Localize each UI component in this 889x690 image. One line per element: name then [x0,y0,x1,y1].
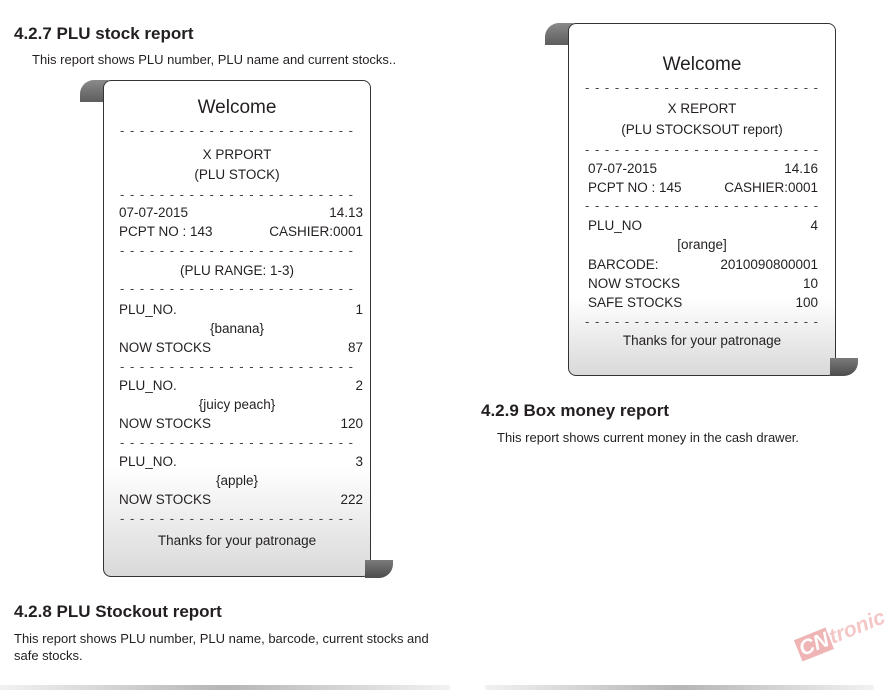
receipt-divider: - - - - - - - - - - - - - - - - - - - - - - - - [120,359,354,374]
plu-number: 2 [355,378,363,393]
receipt-cashier: CASHIER:0001 [724,180,818,195]
receipt-divider: - - - - - - - - - - - - - - - - - - - - - - - - [120,511,354,526]
receipt-safe-stock-row [569,295,835,310]
receipt-plu-row [104,302,370,317]
receipt-pcpt: PCPT NO : 143 [119,224,213,239]
receipt-pcpt: PCPT NO : 145 [588,180,682,195]
logo-prefix: CN [795,628,833,661]
plu-name: {apple} [215,473,259,488]
receipt-id-row [569,180,835,195]
receipt-stock-row [104,416,370,431]
safe-stock-label: SAFE STOCKS [588,295,683,310]
section-427-text: This report shows PLU number, PLU name and current stocks.. [32,52,397,67]
paper-roll-bottom-icon [365,560,393,578]
receipt-thanks: Thanks for your patronage [157,533,317,548]
plu-label: PLU_NO. [119,454,177,469]
plu-label: PLU_NO. [119,378,177,393]
plu-label: PLU_NO. [119,302,177,317]
plu-name: {juicy peach} [198,397,276,412]
stock-label: NOW STOCKS [588,276,681,291]
stock-label: NOW STOCKS [119,340,212,355]
receipt-plu-row [104,454,370,469]
stock-value: 222 [340,492,363,507]
plu-label: PLU_NO [588,218,643,233]
receipt-divider: - - - - - - - - - - - - - - - - - - - - - - - - [120,243,354,258]
receipt-divider: - - - - - - - - - - - - - - - - - - - - - - - - [585,142,819,157]
plu-name: {banana} [209,321,265,336]
receipt-plu-stock [103,80,371,577]
section-427-title: 4.2.7 PLU stock report [14,24,194,43]
section-429-text: This report shows current money in the cash drawer. [497,430,800,445]
receipt-thanks: Thanks for your patronage [622,333,782,348]
receipt-report-title: X REPORT [667,101,737,116]
receipt-date: 07-07-2015 [588,161,658,176]
footer-bar-right [485,685,874,690]
receipt-divider: - - - - - - - - - - - - - - - - - - - - - - - - [120,123,354,138]
receipt-report-subtitle: (PLU STOCK) [194,167,280,182]
receipt-now-stock-row [569,276,835,291]
receipt-barcode-row [569,257,835,272]
receipt-report-subtitle: (PLU STOCKSOUT report) [621,122,783,137]
plu-number: 4 [810,218,818,233]
plu-name: [orange] [677,237,727,252]
receipt-plu-stockout [568,23,836,376]
safe-stock-value: 100 [795,295,818,310]
receipt-divider: - - - - - - - - - - - - - - - - - - - - - - - - [585,314,819,329]
receipt-divider: - - - - - - - - - - - - - - - - - - - - - - - - [585,80,819,95]
logo-suffix: tronic [825,605,889,649]
receipt-time: 14.16 [784,161,818,176]
receipt-plu-row [569,218,835,233]
receipt-stock-row [104,340,370,355]
receipt-plu-range: (PLU RANGE: 1-3) [179,263,295,278]
receipt-id-row [104,224,370,239]
cntronic-logo [794,606,889,663]
stock-label: NOW STOCKS [119,492,212,507]
receipt-cashier: CASHIER:0001 [269,224,363,239]
footer-bar-left [0,685,450,690]
receipt-report-title: X PRPORT [202,147,272,162]
receipt-date: 07-07-2015 [119,205,189,220]
receipt-welcome: Welcome [197,97,277,118]
plu-number: 1 [355,302,363,317]
section-429-title: 4.2.9 Box money report [481,401,670,420]
plu-number: 3 [355,454,363,469]
stock-value: 10 [802,276,818,291]
section-428-title: 4.2.8 PLU Stockout report [14,602,222,621]
barcode-label: BARCODE: [588,257,659,272]
receipt-divider: - - - - - - - - - - - - - - - - - - - - - - - - [120,187,354,202]
receipt-stock-row [104,492,370,507]
section-428-text: This report shows PLU number, PLU name, barcode, current stocks and safe stocks. [14,631,429,663]
receipt-divider: - - - - - - - - - - - - - - - - - - - - - - - - [120,281,354,296]
paper-roll-bottom-icon [830,358,858,376]
receipt-time: 14.13 [329,205,363,220]
stock-value: 87 [347,340,363,355]
receipt-date-row [569,161,835,176]
receipt-welcome: Welcome [662,54,742,75]
receipt-date-row [104,205,370,220]
stock-value: 120 [340,416,363,431]
receipt-plu-row [104,378,370,393]
receipt-divider: - - - - - - - - - - - - - - - - - - - - - - - - [120,435,354,450]
receipt-divider: - - - - - - - - - - - - - - - - - - - - - - - - [585,198,819,213]
stock-label: NOW STOCKS [119,416,212,431]
barcode-value: 2010090800001 [720,257,818,272]
